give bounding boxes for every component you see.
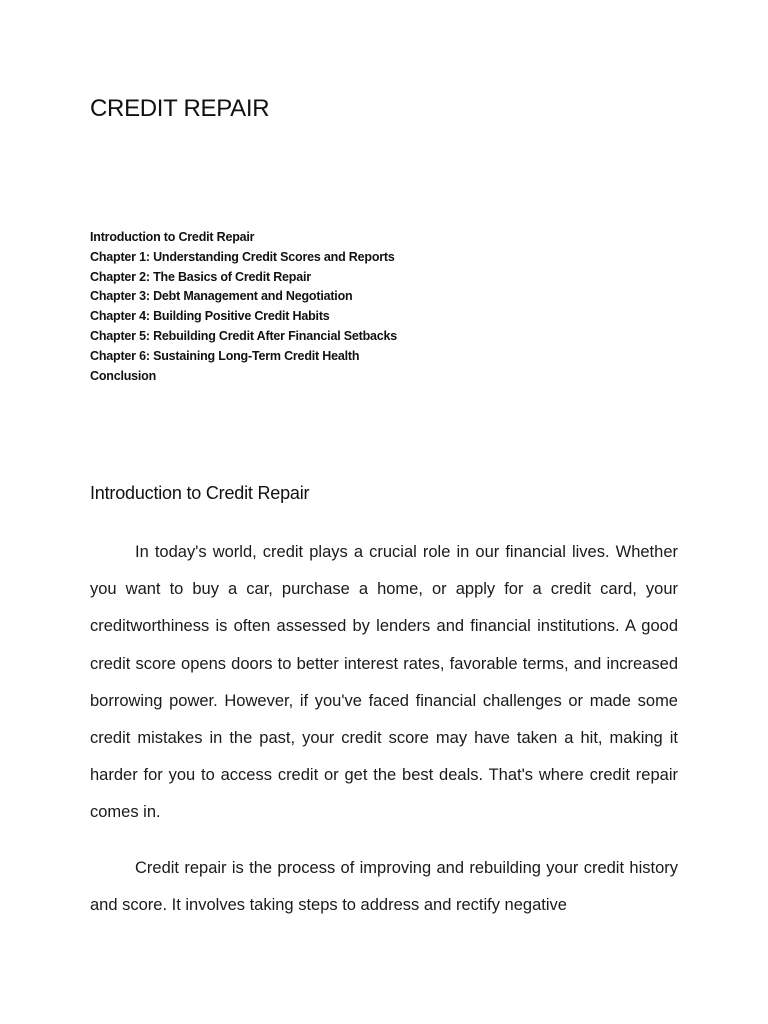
table-of-contents [90,228,397,386]
toc-item-chapter-1: Chapter 1: Understanding Credit Scores and Reports [90,249,395,264]
body-paragraph: In today's world, credit plays a crucial role in our financial lives. Whether you want to buy a car, purchase a home, or apply for a credit card, your creditworthiness is often assessed by lenders and financial institutions. A good credit score opens doors to better interest rates, favorable terms, and increased borrowing power. However, if you've faced financial challenges or made some credit mistakes in the past, your credit score may have taken a hit, making it harder for you to access credit or get the best deals. That's where credit repair comes in. [90,543,678,822]
toc-item-chapter-6: Chapter 6: Sustaining Long-Term Credit Health [90,348,360,363]
toc-item-chapter-4: Chapter 4: Building Positive Credit Habits [90,309,330,324]
toc-item-chapter-2: Chapter 2: The Basics of Credit Repair [90,269,311,284]
toc-item-chapter-3: Chapter 3: Debt Management and Negotiation [90,289,353,304]
toc-item-conclusion: Conclusion [90,368,157,383]
section-heading: Introduction to Credit Repair [90,483,310,503]
toc-item-introduction: Introduction to Credit Repair [90,230,255,244]
body-paragraph: Credit repair is the process of improving and rebuilding your credit history and score. It involves taking steps to address and rectify negative [90,859,678,915]
toc-item-chapter-5: Chapter 5: Rebuilding Credit After Financial Setbacks [90,328,398,343]
document-title: CREDIT REPAIR [90,95,270,122]
